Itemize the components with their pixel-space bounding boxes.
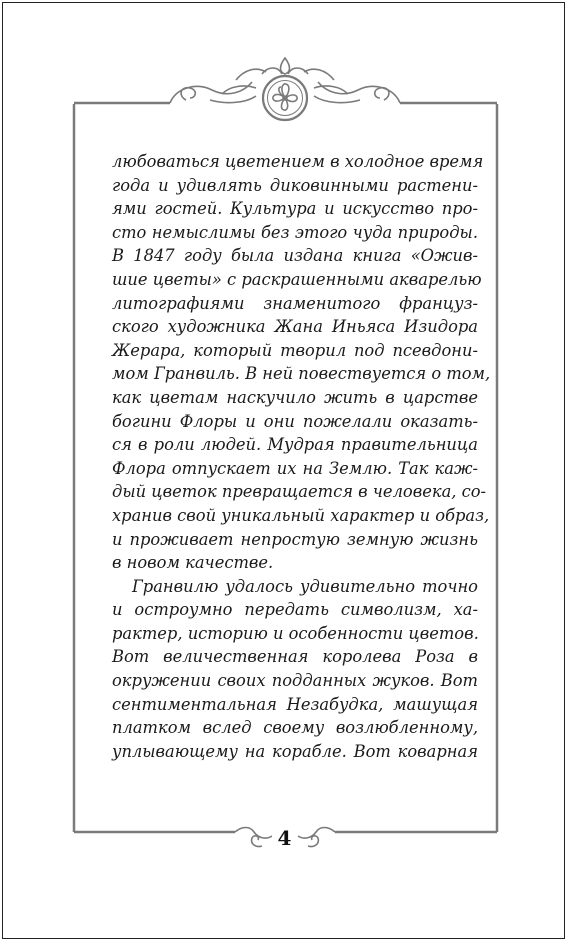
text-line: и проживает непростую земную жизнь — [112, 529, 478, 549]
text-line: и остроумно передать символизм, ха- — [112, 600, 478, 620]
text-line: в новом качестве. — [112, 553, 274, 573]
text-line: ся в роли людей. Мудрая правительница — [112, 435, 478, 455]
text-line: как цветам наскучило жить в царстве — [112, 387, 478, 407]
text-line: ского художника Жана Иньяса Изидора — [112, 317, 478, 337]
text-line: шие цветы» с раскрашенными акварелью — [112, 269, 482, 289]
text-line: ями гостей. Культура и искусство про- — [112, 199, 478, 219]
text-line: мом Гранвиль. В ней повествуется о том, — [112, 364, 491, 384]
text-line: уплывающему на корабле. Вот коварная — [112, 741, 478, 761]
text-line: сто немыслимы без этого чуда природы. — [112, 222, 478, 242]
flower-ornament-icon — [170, 58, 400, 120]
paragraph-2 — [112, 575, 478, 764]
text-line: окружении своих подданных жуков. Вот — [112, 671, 478, 691]
text-line: дый цветок превращается в человека, со- — [112, 482, 487, 502]
text-line: Флора отпускает их на Землю. Так каж- — [112, 458, 478, 478]
text-line: платком вслед своему возлюбленному, — [112, 718, 478, 738]
text-line: литографиями знаменитого француз- — [112, 293, 478, 313]
page-number: 4 — [272, 826, 297, 850]
text-line: сентиментальная Незабудка, машущая — [112, 694, 478, 714]
text-line: рактер, историю и особенности цветов. — [112, 623, 479, 643]
text-line: богини Флоры и они пожелали оказать- — [112, 411, 478, 431]
body-text — [112, 150, 491, 763]
text-line: В 1847 году была издана книга «Ожив- — [112, 246, 478, 266]
text-line: Жерара, который творил под псевдони- — [112, 340, 478, 360]
text-line: Вот величественная королева Роза в — [112, 647, 478, 667]
text-line: хранив свой уникальный характер и образ, — [112, 505, 490, 525]
text-line: года и удивлять диковинными растени- — [112, 175, 478, 195]
text-line: Гранвилю удалось удивительно точно — [132, 576, 478, 596]
paragraph-1 — [112, 150, 491, 575]
text-line: любоваться цветением в холодное время — [112, 152, 484, 171]
